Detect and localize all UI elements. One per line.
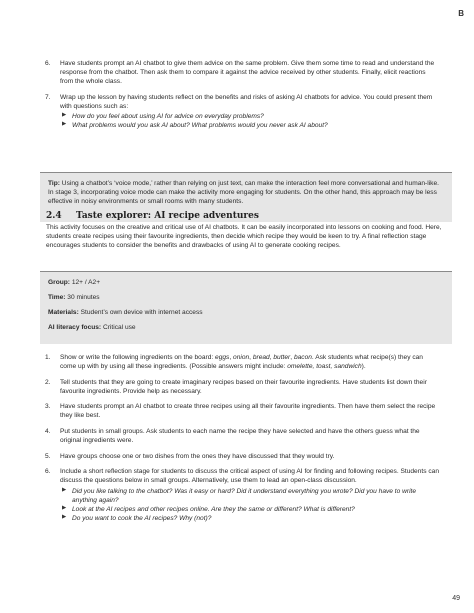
bullet-list [60, 487, 440, 523]
list-item-text: Have students prompt an AI chatbot to give them advice on the same problem. Give them some time to read and understand the response from the chatbot. Then ask them to compare it against the advice received by other students. Finally, elicit reactions from the whole class. [60, 60, 435, 86]
numbered-list-top [40, 59, 440, 137]
list-item [40, 59, 440, 86]
list-item-number: 1. [45, 354, 51, 361]
list-item [40, 378, 440, 396]
bullet-item [60, 112, 440, 121]
list-item-text [60, 402, 440, 420]
bullet-list [60, 112, 440, 130]
section-title: Taste explorer: AI recipe adventures [76, 211, 259, 221]
meta-group: Group: 12+ / A2+ [48, 279, 101, 286]
list-item [40, 353, 440, 371]
list-item-number: 4. [45, 428, 51, 436]
text-span: Include a short reflection stage for students to discuss the critical aspect of using AI for finding and following recipes. Students can discuss the questions below in small groups. Alternatively, use them to lead an open-class discussion. [60, 468, 439, 485]
text-span: Have groups choose one or two dishes from the ones they have discussed that they would try. [60, 452, 335, 460]
list-item-text [60, 427, 440, 445]
bullet-item [60, 514, 440, 523]
list-item-text [60, 353, 440, 371]
text-span: , [290, 354, 294, 361]
bullet-text: What problems would you ask AI about? What problems would you never ask AI about? [72, 122, 328, 130]
bullet-item [60, 487, 440, 505]
section-heading [46, 210, 259, 222]
text-span: ). [361, 363, 366, 371]
italic-text: bread [252, 354, 270, 361]
text-span: Put students in small groups. Ask students to each name the recipe they have selected and have the others guess what the original ingredients were. [60, 428, 420, 445]
list-item [40, 467, 440, 523]
list-item-number: 6. [45, 60, 51, 67]
list-item [40, 402, 440, 420]
activity-meta-box [40, 271, 452, 344]
bullet-text: Look at the AI recipes and other recipes online. Are they the same or different? What is different? [72, 505, 355, 513]
meta-materials: Materials: Student’s own device with internet access [48, 309, 203, 317]
bullet-item [60, 121, 440, 130]
triangle-bullet-icon: ▶ [62, 121, 67, 128]
tip-label: Tip: [48, 180, 60, 187]
section-intro: This activity focuses on the creative and critical use of AI chatbots. It can be easily incorporated into lessons on cooking and food. Here, students create recipes using their favourite ingredients, then decide which recipe they would be keen to try. A final reflection stage encourages students to consider the benefits and drawbacks of using AI to generate cooking recipes. [46, 224, 442, 250]
triangle-bullet-icon: ▶ [62, 504, 67, 511]
list-item-text [60, 378, 440, 396]
bullet-text: Do you want to cook the AI recipes? Why (not)? [72, 514, 212, 522]
page-corner-label: B [458, 9, 464, 18]
text-span: Have students prompt an AI chatbot to create three recipes using all their favourite ingredients. Then have them select the recipe they like best. [60, 403, 436, 420]
text-span: . Ask students what recipe(s) they can come up with by using all these ingredients. (Possible answers might include: [60, 354, 423, 371]
italic-text: bacon [293, 354, 312, 361]
list-item-text: Wrap up the lesson by having students reflect on the benefits and risks of asking AI chatbots for advice. You could present them with questions such as: [60, 93, 433, 110]
section-number: 2.4 [46, 211, 62, 221]
list-item-number: 6. [45, 468, 51, 476]
list-item [40, 452, 440, 461]
bullet-text: Did you like talking to the chatbot? Was it easy or hard? Did it understand everything you wrote? Did you have to write anything again? [72, 487, 417, 504]
italic-text: omelette, toast, sandwich [287, 363, 362, 371]
text-span: , [269, 354, 274, 361]
numbered-list-bottom [40, 353, 440, 529]
list-item [40, 427, 440, 445]
list-item-number: 5. [45, 452, 51, 460]
text-span: , [249, 354, 253, 361]
triangle-bullet-icon: ▶ [62, 111, 67, 118]
italic-text: eggs [215, 354, 230, 361]
meta-ai-literacy-focus: AI literacy focus: Critical use [48, 324, 136, 332]
list-item-number: 3. [45, 403, 51, 411]
page-number: 49 [452, 595, 460, 603]
text-span: , [229, 354, 234, 361]
triangle-bullet-icon: ▶ [62, 513, 67, 520]
bullet-item [60, 505, 440, 514]
list-item-text [60, 467, 440, 485]
text-span: Tell students that they are going to create imaginary recipes based on their favourite ingredients. Have students list down their favourite ingredients. Provide help as necessary. [60, 378, 427, 395]
list-item-text [60, 452, 440, 461]
triangle-bullet-icon: ▶ [62, 486, 67, 493]
italic-text: butter [273, 354, 291, 361]
italic-text: onion [233, 354, 250, 361]
meta-time: Time: 30 minutes [48, 294, 100, 302]
bullet-text: How do you feel about using AI for advice on everyday problems? [72, 112, 264, 120]
list-item [40, 93, 440, 130]
tip-text: Using a chatbot’s ‘voice mode,’ rather than relying on just text, can make the interaction feel more conversational and human-like. In stage 3, incorporating voice mode can make the activity more engaging for students. On the other hand, this approach may be less effective in noisy environments or small rooms with many students. [48, 180, 439, 206]
text-span: Show or write the following ingredients on the board: [60, 354, 216, 361]
list-item-number: 2. [45, 378, 51, 386]
list-item-number: 7. [45, 93, 51, 101]
